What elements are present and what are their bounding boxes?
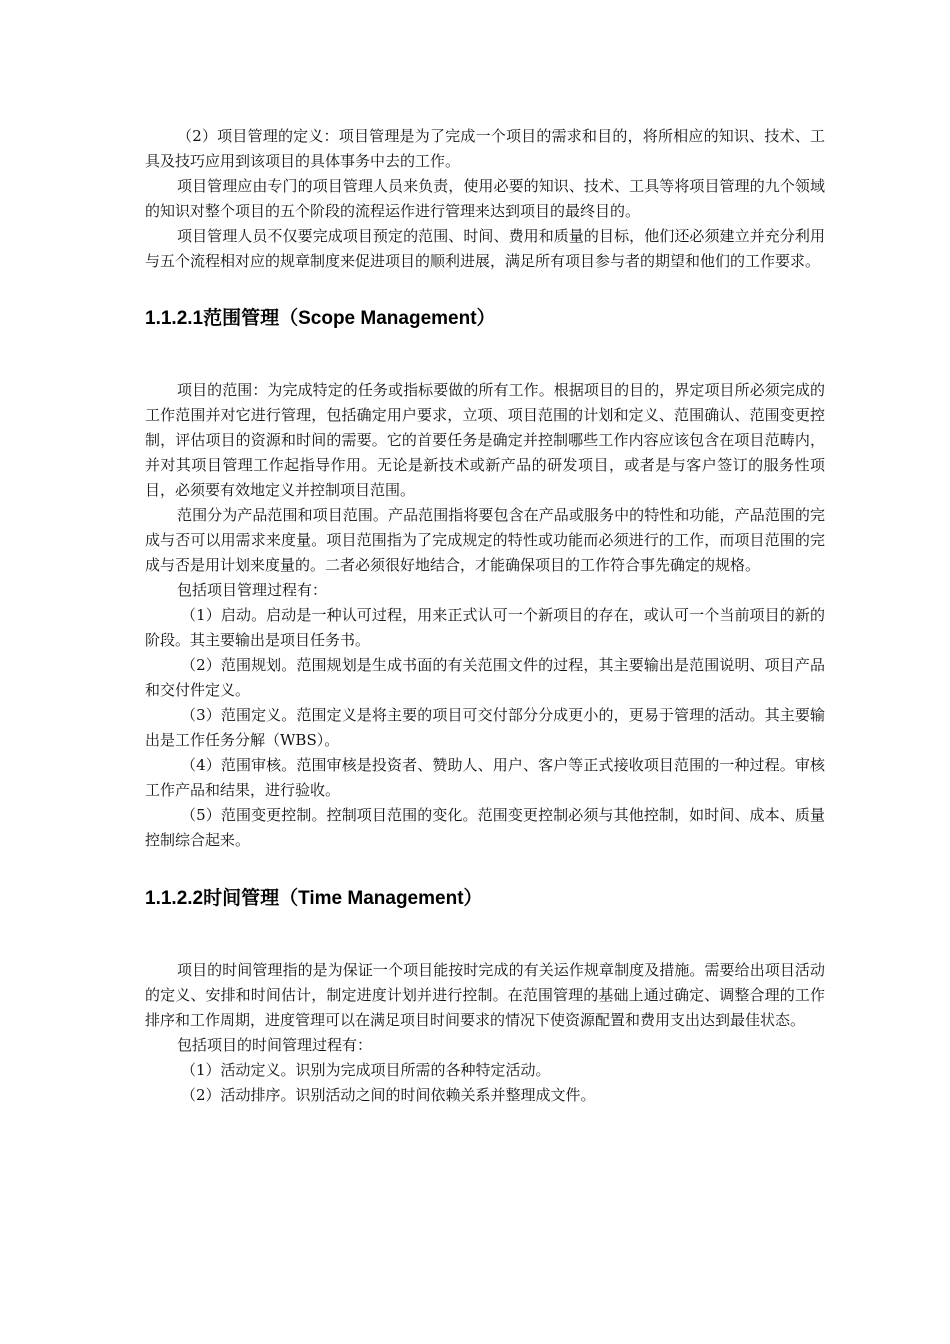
scope-item-1: （1）启动。启动是一种认可过程，用来正式认可一个新项目的存在，或认可一个当前项目的新的阶段。其主要输出是项目任务书。 bbox=[145, 606, 825, 649]
scope-management-heading: 1.1.2.1范围管理（Scope Management） bbox=[145, 308, 496, 329]
intro-paragraph-3: 项目管理人员不仅要完成项目预定的范围、时间、费用和质量的目标，他们还必须建立并充分利用与五个流程相对应的规章制度来促进项目的顺利进展，满足所有项目参与者的期望和他们的工作要求。 bbox=[145, 227, 825, 270]
scope-item-4: （4）范围审核。范围审核是投资者、赞助人、用户、客户等正式接收项目范围的一种过程。审核工作产品和结果，进行验收。 bbox=[145, 756, 825, 799]
scope-paragraph-3: 包括项目管理过程有： bbox=[177, 581, 328, 599]
time-paragraph-2: 包括项目的时间管理过程有： bbox=[177, 1036, 373, 1054]
time-item-1: （1）活动定义。识别为完成项目所需的各种特定活动。 bbox=[181, 1061, 551, 1079]
scope-item-2: （2）范围规划。范围规划是生成书面的有关范围文件的过程，其主要输出是范围说明、项目产品和交付件定义。 bbox=[145, 656, 825, 699]
scope-item-5: （5）范围变更控制。控制项目范围的变化。范围变更控制必须与其他控制，如时间、成本、质量控制综合起来。 bbox=[145, 806, 825, 849]
intro-paragraph-2: 项目管理应由专门的项目管理人员来负责，使用必要的知识、技术、工具等将项目管理的九个领域的知识对整个项目的五个阶段的流程运作进行管理来达到项目的最终目的。 bbox=[145, 177, 825, 220]
scope-paragraph-1: 项目的范围：为完成特定的任务或指标要做的所有工作。根据项目的目的，界定项目所必须完成的工作范围并对它进行管理，包括确定用户要求，立项、项目范围的计划和定义、范围确认、范围变更控制，评估项目的资源和时间的需要。它的首要任务是确定并控制哪些工作内容应该包含在项目范畴内，并对其项目管理工作起指导作用。无论是新技术或新产品的研发项目，或者是与客户签订的服务性项目，必须要有效地定义并控制项目范围。 bbox=[145, 381, 825, 499]
time-paragraph-1: 项目的时间管理指的是为保证一个项目能按时完成的有关运作规章制度及措施。需要给出项目活动的定义、安排和时间估计，制定进度计划并进行控制。在范围管理的基础上通过确定、调整合理的工作排序和工作周期，进度管理可以在满足项目时间要求的情况下使资源配置和费用支出达到最佳状态。 bbox=[145, 961, 825, 1029]
time-management-heading: 1.1.2.2时间管理（Time Management） bbox=[145, 888, 483, 909]
time-item-2: （2）活动排序。识别活动之间的时间依赖关系并整理成文件。 bbox=[181, 1086, 596, 1104]
scope-item-3: （3）范围定义。范围定义是将主要的项目可交付部分分成更小的，更易于管理的活动。其主要输出是工作任务分解（WBS）。 bbox=[145, 706, 825, 749]
intro-paragraph-1: （2）项目管理的定义：项目管理是为了完成一个项目的需求和目的，将所相应的知识、技术、工具及技巧应用到该项目的具体事务中去的工作。 bbox=[145, 127, 825, 170]
scope-paragraph-2: 范围分为产品范围和项目范围。产品范围指将要包含在产品或服务中的特性和功能，产品范围的完成与否可以用需求来度量。项目范围指为了完成规定的特性或功能而必须进行的工作，而项目范围的完成与否是用计划来度量的。二者必须很好地结合，才能确保项目的工作符合事先确定的规格。 bbox=[145, 506, 825, 574]
document-body bbox=[145, 124, 825, 1108]
